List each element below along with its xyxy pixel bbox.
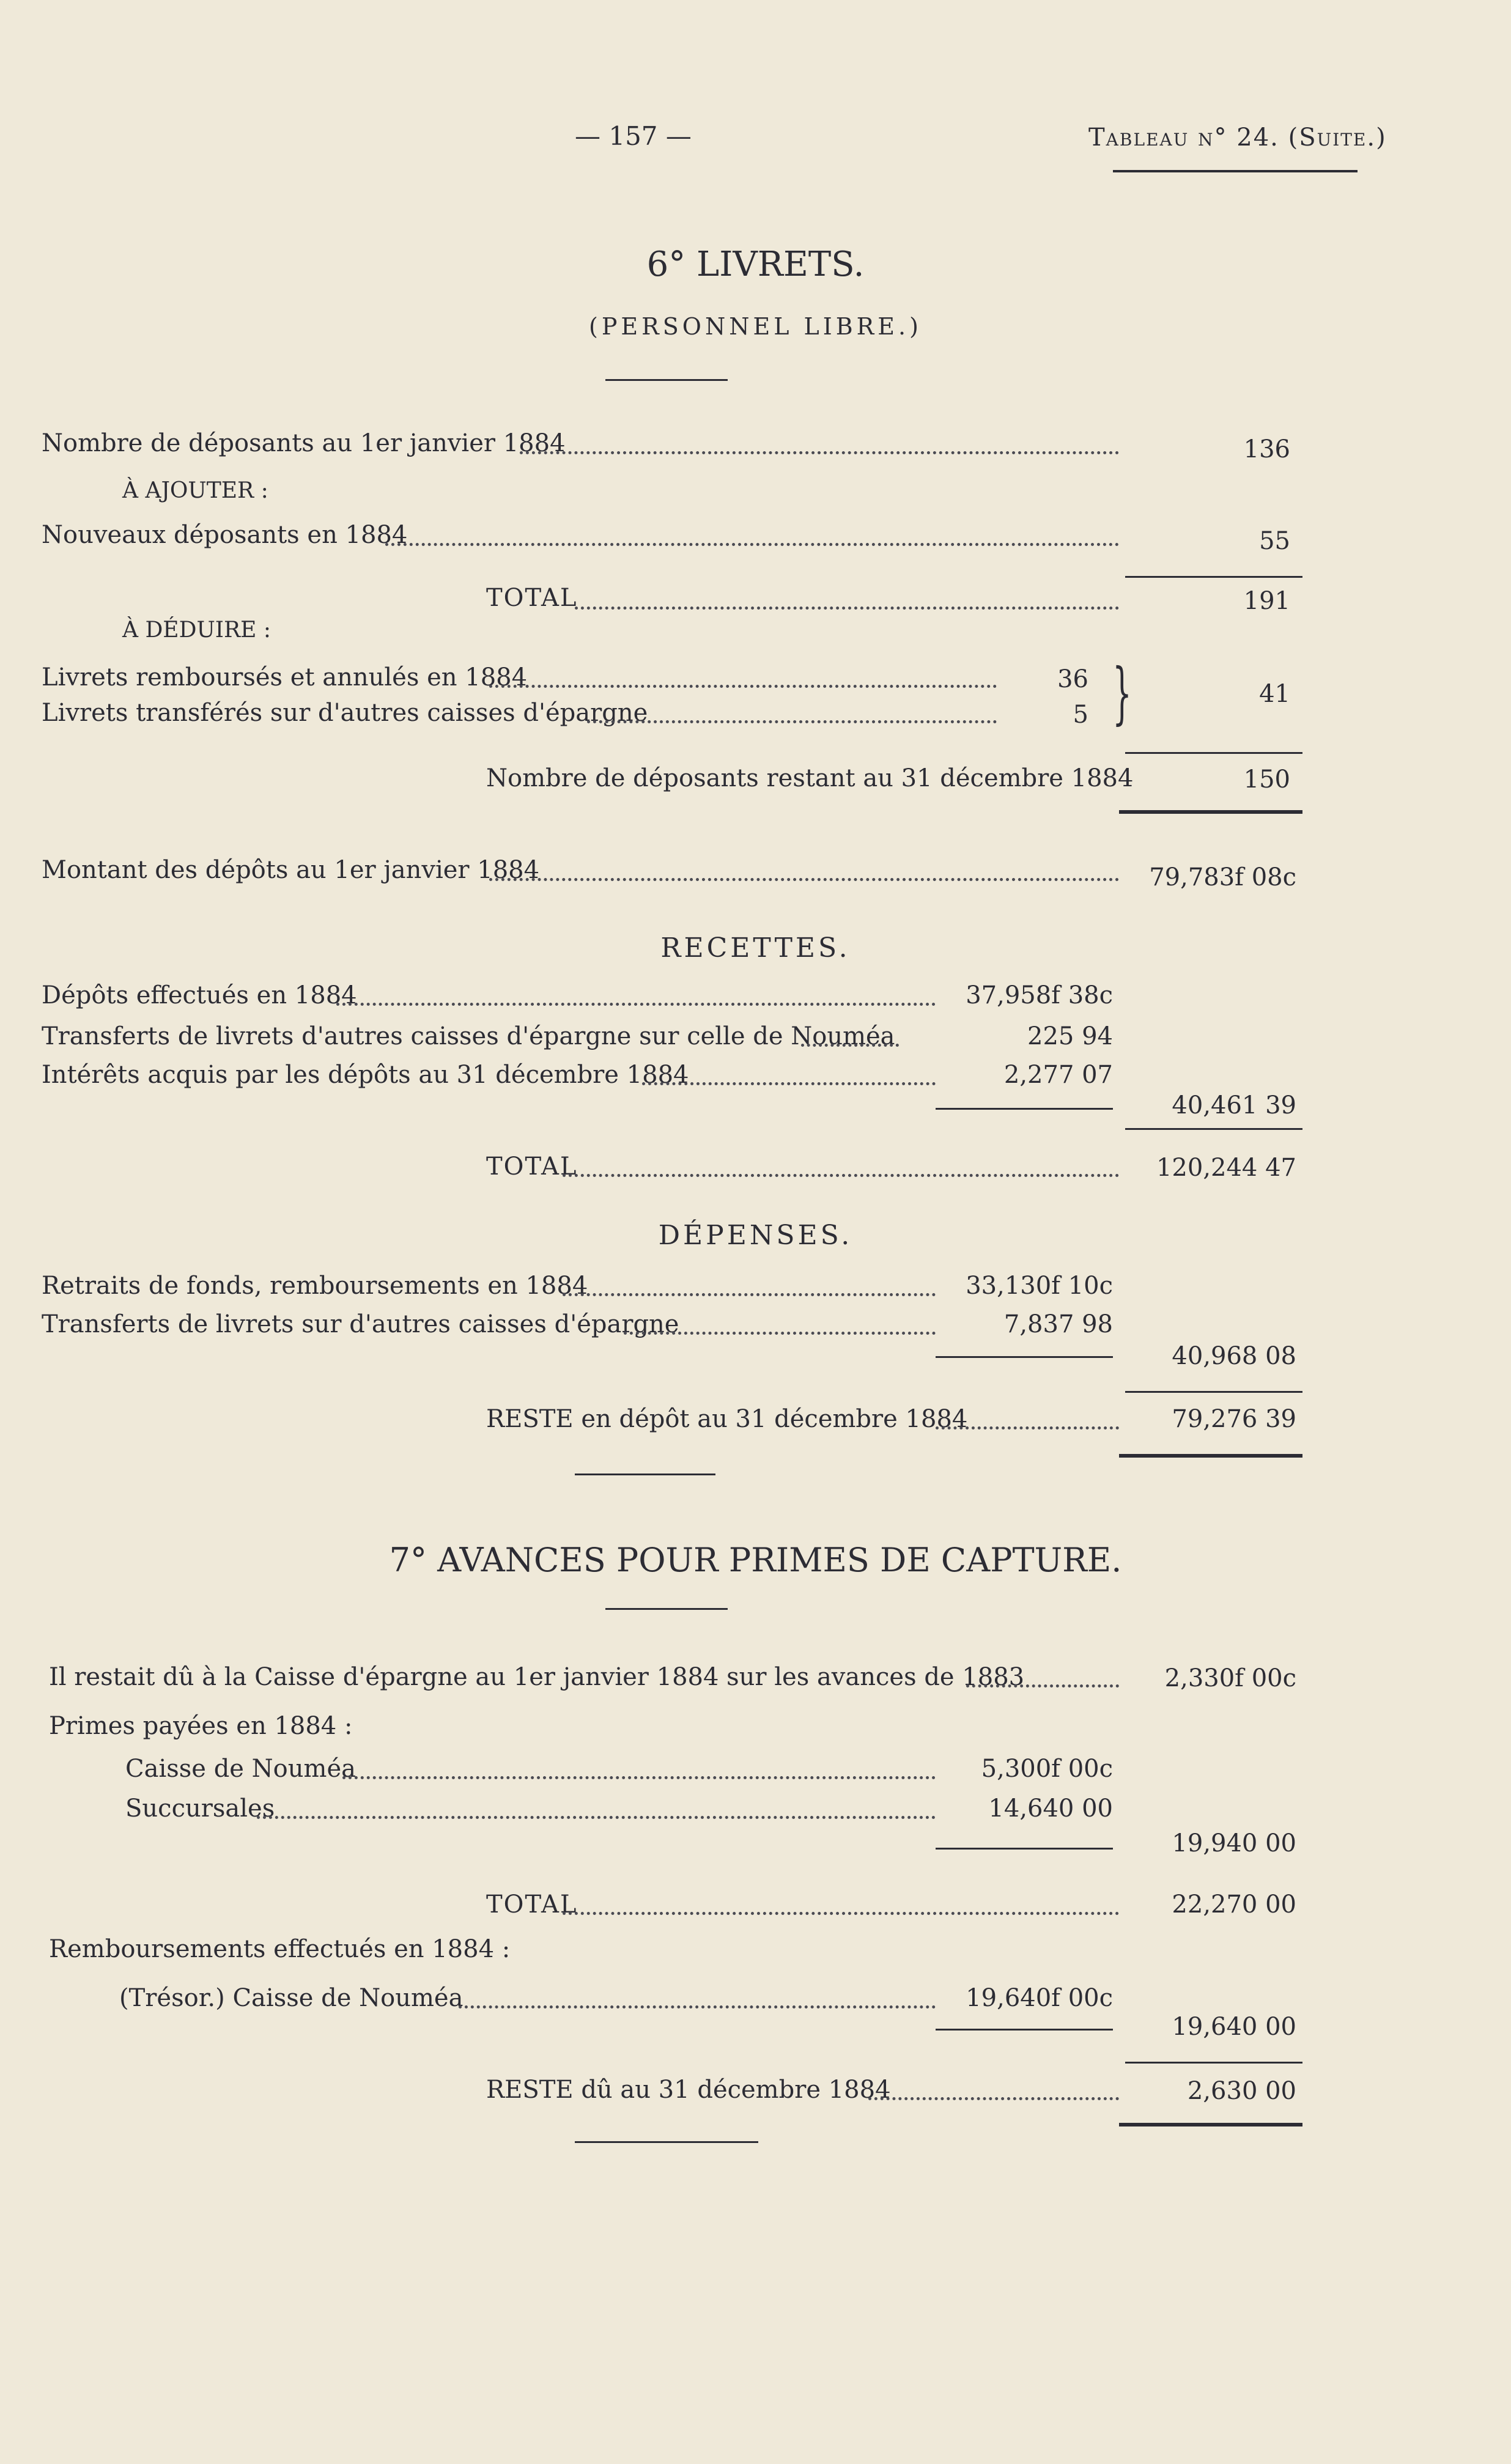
- reste-label: RESTE en dépôt au 31 décembre 1884: [486, 1405, 968, 1433]
- section-divider: [575, 1474, 715, 1475]
- recette-value: 37,958f 38c: [966, 981, 1113, 1009]
- montant-value: 79,783f 08c: [1149, 863, 1296, 891]
- dot-leader: [489, 878, 1119, 881]
- deduire-total: 41: [1259, 680, 1290, 708]
- dot-leader: [563, 1293, 936, 1296]
- restait-label: Il restait dû à la Caisse d'épargne au 1er janvier 1884 sur les avances de 1883: [49, 1663, 1025, 1691]
- restant-label: Nombre de déposants restant au 31 décembre 1884: [486, 764, 1134, 792]
- sum-rule: [936, 1848, 1113, 1850]
- dot-leader: [801, 1044, 899, 1047]
- sum-rule: [936, 1108, 1113, 1110]
- dot-leader: [489, 685, 997, 688]
- dot-leader: [342, 1776, 936, 1779]
- brace-icon: }: [1112, 654, 1132, 732]
- recette-value: 225 94: [1027, 1022, 1113, 1050]
- nouveaux-label: Nouveaux déposants en 1884: [42, 521, 408, 549]
- section-title-livrets: 6° LIVRETS.: [646, 245, 865, 284]
- total-value: 191: [1243, 587, 1290, 615]
- remb-subtotal: 19,640 00: [1172, 2013, 1296, 2041]
- nombre-initial-value: 136: [1243, 435, 1290, 463]
- recette-value: 2,277 07: [1003, 1061, 1113, 1089]
- recette-label: Dépôts effectués en 1884: [42, 981, 357, 1009]
- recette-label: Intérêts acquis par les dépôts au 31 décembre 1884: [42, 1061, 689, 1089]
- dot-leader: [257, 1816, 936, 1819]
- header-ornament-rule: [1113, 170, 1358, 172]
- recettes-total-value: 120,244 47: [1156, 1154, 1296, 1182]
- primes-subtotal: 19,940 00: [1172, 1829, 1296, 1857]
- a-ajouter-label: À AJOUTER :: [122, 478, 268, 503]
- nombre-initial-label: Nombre de déposants au 1er janvier 1884: [42, 429, 566, 457]
- dot-leader: [563, 1174, 1119, 1177]
- total-rule: [1119, 2123, 1302, 2126]
- montant-label: Montant des dépôts au 1er janvier 1884: [42, 856, 540, 884]
- depense-value: 7,837 98: [1003, 1310, 1113, 1338]
- succursales-label: Succursales: [125, 1795, 275, 1823]
- transferes-value: 5: [1073, 701, 1088, 729]
- depense-label: Retraits de fonds, remboursements en 1884: [42, 1272, 588, 1300]
- recettes-total-label: TOTAL: [486, 1153, 578, 1181]
- title-underline: [605, 379, 728, 381]
- avances-reste-label: RESTE dû au 31 décembre 1884: [486, 2076, 891, 2104]
- caisse-label: Caisse de Nouméa: [125, 1755, 356, 1783]
- depense-label: Transferts de livrets sur d'autres caisses d'épargne: [42, 1310, 679, 1338]
- dot-leader: [520, 451, 1119, 454]
- sum-rule: [1125, 1391, 1302, 1393]
- sum-rule: [1125, 576, 1302, 578]
- sum-rule: [1125, 2062, 1302, 2064]
- avances-reste-value: 2,630 00: [1187, 2077, 1296, 2105]
- dot-leader: [575, 607, 1119, 610]
- dot-leader: [624, 1332, 936, 1335]
- section-divider: [575, 2141, 758, 2143]
- dot-leader: [642, 1082, 936, 1085]
- depense-value: 33,130f 10c: [966, 1272, 1113, 1300]
- sum-rule: [1125, 752, 1302, 754]
- rembourses-label: Livrets remboursés et annulés en 1884: [42, 663, 528, 692]
- dot-leader: [385, 543, 1119, 546]
- dot-leader: [459, 2005, 936, 2008]
- total-label: TOTAL: [486, 584, 578, 612]
- sum-rule: [936, 1356, 1113, 1358]
- rembourses-value: 36: [1057, 665, 1088, 693]
- depenses-subtotal: 40,968 08: [1172, 1342, 1296, 1370]
- succursales-value: 14,640 00: [988, 1795, 1113, 1823]
- dot-leader: [868, 2097, 1119, 2100]
- recettes-heading: RECETTES.: [660, 932, 851, 964]
- restant-value: 150: [1243, 765, 1290, 794]
- a-deduire-label: À DÉDUIRE :: [122, 618, 271, 643]
- page-number: — 157 —: [575, 121, 692, 151]
- remboursements-label: Remboursements effectués en 1884 :: [49, 1935, 511, 1963]
- section-title-avances: 7° AVANCES POUR PRIMES DE CAPTURE.: [389, 1541, 1122, 1579]
- reste-value: 79,276 39: [1172, 1405, 1296, 1433]
- dot-leader: [936, 1426, 1119, 1429]
- dot-leader: [966, 1684, 1119, 1688]
- primes-label: Primes payées en 1884 :: [49, 1712, 353, 1740]
- section-subtitle: (PERSONNEL LIBRE.): [589, 313, 922, 340]
- running-title: Tableau n° 24. (Suite.): [1088, 124, 1387, 152]
- dot-leader: [563, 1912, 1119, 1915]
- sum-rule: [936, 2029, 1113, 2031]
- avances-total-value: 22,270 00: [1172, 1890, 1296, 1919]
- recettes-subtotal: 40,461 39: [1172, 1091, 1296, 1119]
- recette-label: Transferts de livrets d'autres caisses d'épargne sur celle de Nouméa: [42, 1022, 895, 1050]
- total-rule: [1119, 1454, 1302, 1458]
- avances-total-label: TOTAL: [486, 1890, 578, 1919]
- tresor-label: (Trésor.) Caisse de Nouméa: [119, 1984, 464, 2012]
- tresor-value: 19,640f 00c: [966, 1984, 1113, 2012]
- caisse-value: 5,300f 00c: [981, 1755, 1113, 1783]
- nouveaux-value: 55: [1259, 527, 1290, 555]
- sum-rule: [1125, 1128, 1302, 1130]
- depenses-heading: DÉPENSES.: [658, 1220, 853, 1251]
- title-underline: [605, 1608, 728, 1610]
- dot-leader: [587, 720, 997, 723]
- total-rule: [1119, 810, 1302, 814]
- dot-leader: [336, 1003, 936, 1006]
- restait-value: 2,330f 00c: [1164, 1664, 1296, 1692]
- transferes-label: Livrets transférés sur d'autres caisses d'épargne: [42, 699, 648, 727]
